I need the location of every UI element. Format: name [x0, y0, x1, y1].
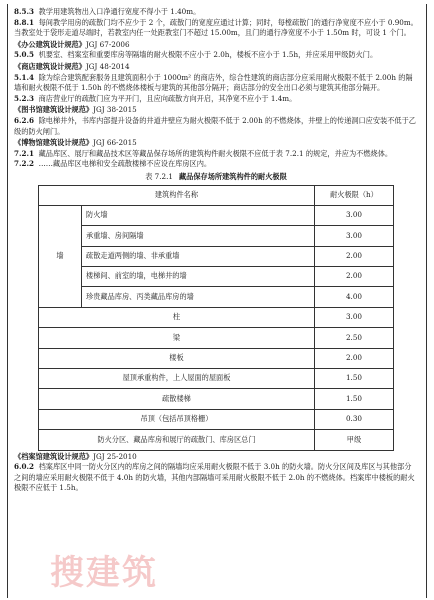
clause-number: 5.0.5	[14, 50, 35, 60]
clause-paragraph	[14, 73, 418, 94]
clause-paragraph	[14, 18, 418, 39]
standard-heading	[14, 452, 418, 463]
table-row	[39, 307, 394, 327]
component-value: 1.50	[315, 369, 394, 389]
standard-heading	[14, 105, 418, 116]
standard-code: JGJ 38-2015	[93, 105, 137, 115]
table-row	[39, 267, 394, 287]
standard-title: 《档案馆建筑设计规范》	[14, 451, 94, 461]
component-name: 楼梯间、前室的墙，电梯井的墙	[82, 267, 315, 287]
clause-number: 7.2.1	[14, 148, 35, 158]
standard-title: 《商店建筑设计规范》	[14, 61, 86, 71]
wall-group-label: 墙	[39, 205, 82, 307]
clause-text: 除电梯井外，书库内部提升设备的井道井壁应为耐火极限不低于 2.00h 的不燃烧体，井壁上的传递洞口应安装不低于乙级的防火闸门。	[14, 115, 416, 136]
clause-text: 档案库区中同一防火分区内的库房之间的隔墙均应采用耐火极限不低于 3.0h 的防火墙。防火分区间及库区与其他部分之间的墙应采用耐火极限不低于 4.0h 的防火墙，其他内部隔墙可采用耐火极限不低于 2.0h 的不燃烧体。档案库中楼板的耐火极限不应低于 1.5h。	[14, 462, 415, 493]
clause-text: 商店营业厅的疏散门应为平开门，且应向疏散方向开启，其净宽不应小于 1.4m。	[38, 93, 297, 103]
clause-paragraph	[14, 116, 418, 137]
table-row	[39, 287, 394, 307]
clause-paragraph	[14, 94, 418, 105]
clause-number: 5.1.4	[14, 72, 35, 82]
component-name: 楼板	[39, 348, 315, 368]
table-row	[39, 226, 394, 246]
standard-code: JGJ 25-2010	[93, 451, 137, 461]
standard-code: JGJ 66-2015	[93, 138, 137, 148]
component-name: 屋顶承重构件，上人屋面的屋面板	[39, 369, 315, 389]
component-name: 承重墙、房间隔墙	[82, 226, 315, 246]
table-row	[39, 205, 394, 225]
table-header-row	[39, 185, 394, 205]
clause-text: 除为综合建筑配套服务且建筑面积小于 1000m² 的商店外，综合性建筑的商店部分应采用耐火极限不低于 2.00h 的隔墙和耐火极限不低于 1.50h 的不燃烧体楼板与建筑的其他部分隔开；商店部分的安全出口必须与建筑其他部分隔开。	[14, 72, 413, 93]
standard-title: 《博物馆建筑设计规范》	[14, 138, 94, 148]
table-row	[39, 369, 394, 389]
clause-text: 藏品库区、展厅和藏品技术区等藏品保存场所的建筑构件耐火极限不应低于表 7.2.1 的规定，并应为不燃烧体。	[38, 148, 393, 158]
component-value: 2.00	[315, 348, 394, 368]
standard-heading	[14, 62, 418, 73]
component-value: 3.00	[315, 307, 394, 327]
component-name: 疏散楼梯	[39, 389, 315, 409]
clause-text: ……藏品库区电梯和安全疏散楼梯不应设在库房区内。	[38, 159, 212, 169]
table-row	[39, 430, 394, 450]
component-value: 3.00	[315, 226, 394, 246]
standard-heading	[14, 138, 418, 149]
watermark: 搜建筑	[50, 553, 158, 593]
component-name: 柱	[39, 307, 315, 327]
standard-code: JGJ 48-2014	[85, 61, 130, 71]
component-value: 2.00	[315, 267, 394, 287]
component-name: 防火墙	[82, 205, 315, 225]
header-component: 建筑构件名称	[39, 185, 315, 205]
standard-code: JGJ 67-2006	[85, 39, 130, 49]
component-value: 甲级	[315, 430, 394, 450]
component-name: 防火分区、藏品库房和展厅的疏散门、库房区总门	[39, 430, 315, 450]
clause-number: 8.8.1	[14, 17, 35, 27]
component-value: 4.00	[315, 287, 394, 307]
header-value: 耐火极限（h）	[315, 185, 394, 205]
component-name: 吊顶（包括吊顶格栅）	[39, 409, 315, 429]
component-name: 珍贵藏品库房、丙类藏品库房的墙	[82, 287, 315, 307]
standard-title: 《图书馆建筑设计规范》	[14, 105, 94, 115]
fire-resistance-table	[38, 185, 394, 451]
component-value: 1.50	[315, 389, 394, 409]
page-frame	[7, 4, 427, 598]
standard-title: 《办公建筑设计规范》	[14, 39, 86, 49]
clause-number: 6.2.6	[14, 115, 35, 125]
table-row	[39, 409, 394, 429]
standard-heading	[14, 40, 418, 51]
table-row	[39, 246, 394, 266]
clause-text: 每间教学用房的疏散门均不应少于 2 个，疏散门的宽度应通过计算；同时，每樘疏散门的通行净宽度不应小于 0.90m。当教室处于袋形走道尽端时，若教室内任一处距教室门不超过 15.00m，且门的通行净宽度不小于 1.50m 时，可设 1 个门。	[14, 17, 418, 38]
clause-paragraph	[14, 462, 418, 494]
component-value: 0.30	[315, 409, 394, 429]
clause-number: 8.5.3	[14, 7, 35, 16]
clause-number: 5.2.3	[14, 93, 35, 103]
clause-text: 教学用建筑物出入口净通行宽度不得小于 1.40m。	[38, 7, 201, 16]
table-row	[39, 389, 394, 409]
component-value: 2.50	[315, 328, 394, 348]
table-caption	[14, 172, 418, 183]
document-body	[14, 7, 418, 494]
component-name: 梁	[39, 328, 315, 348]
clause-paragraph	[14, 159, 418, 170]
clause-paragraph	[14, 149, 418, 160]
clause-number: 6.0.2	[14, 462, 35, 472]
component-name: 疏散走道两侧的墙、非承重墙	[82, 246, 315, 266]
clause-paragraph	[14, 7, 418, 18]
table-title: 藏品保存场所建筑构件的耐火极限	[178, 171, 287, 181]
table-number: 表 7.2.1	[145, 171, 173, 181]
table-row	[39, 348, 394, 368]
clause-text: 机要室、档案室和重要库房等隔墙的耐火极限不应小于 2.0h，楼板不应小于 1.5h，并应采用甲级防火门。	[38, 50, 378, 60]
table-row	[39, 328, 394, 348]
component-value: 2.00	[315, 246, 394, 266]
clause-paragraph	[14, 50, 418, 61]
clause-number: 7.2.2	[14, 159, 35, 169]
component-value: 3.00	[315, 205, 394, 225]
